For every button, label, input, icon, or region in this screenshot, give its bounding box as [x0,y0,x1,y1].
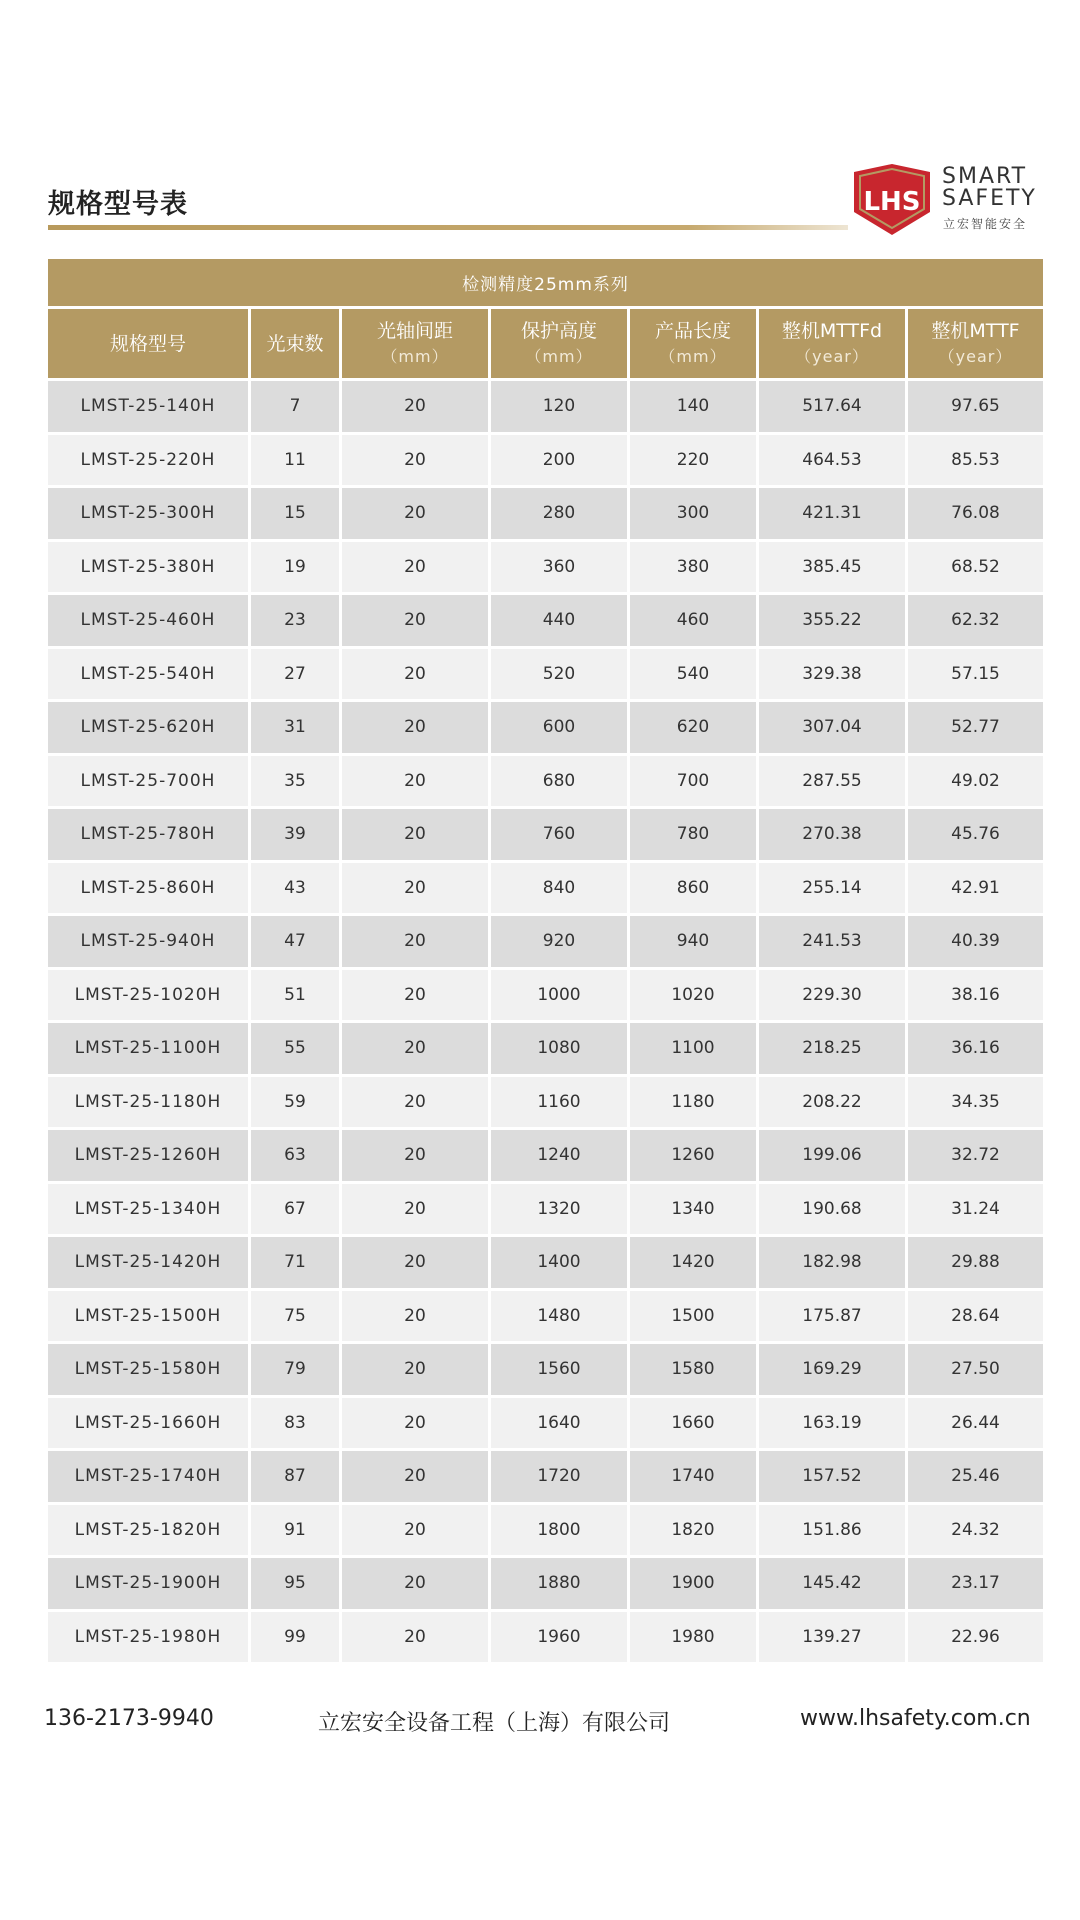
table-cell: 20 [342,542,488,593]
table-cell: 27 [251,649,339,700]
table-row [48,809,1043,860]
table-cell: 87 [251,1451,339,1502]
table-cell: 1800 [491,1505,627,1556]
table-cell: 20 [342,435,488,486]
table-cell: 20 [342,916,488,967]
table-cell: 23 [251,595,339,646]
table-cell: 20 [342,863,488,914]
column-header [491,309,627,378]
table-row [48,916,1043,967]
table-cell: 20 [342,1237,488,1288]
table-cell: 860 [630,863,756,914]
table-cell: LMST-25-1260H [48,1130,248,1181]
table-cell: 20 [342,970,488,1021]
table-cell: 20 [342,1291,488,1342]
table-cell: 91 [251,1505,339,1556]
table-cell: 1500 [630,1291,756,1342]
table-cell: 1880 [491,1558,627,1609]
table-cell: 34.35 [908,1077,1043,1128]
table-cell: 57.15 [908,649,1043,700]
table-cell: 780 [630,809,756,860]
table-cell: 20 [342,649,488,700]
table-cell: LMST-25-860H [48,863,248,914]
column-header-unit: （mm） [659,346,727,366]
table-cell: 517.64 [759,381,905,432]
table-cell: 20 [342,1451,488,1502]
column-header [251,309,339,378]
table-cell: 51 [251,970,339,1021]
table-cell: 63 [251,1130,339,1181]
table-row [48,1505,1043,1556]
table-cell: 700 [630,756,756,807]
footer-phone: 136-2173-9940 [44,1706,214,1731]
logo-smart-text: SMART [942,164,1028,189]
table-cell: LMST-25-620H [48,702,248,753]
table-cell: LMST-25-780H [48,809,248,860]
column-header-label: 整机MTTF [931,319,1020,342]
table-cell: 20 [342,1130,488,1181]
table-cell: 421.31 [759,488,905,539]
table-cell: 68.52 [908,542,1043,593]
table-cell: LMST-25-700H [48,756,248,807]
table-cell: 151.86 [759,1505,905,1556]
table-cell: 28.64 [908,1291,1043,1342]
title-divider [48,225,848,230]
table-cell: 1240 [491,1130,627,1181]
table-cell: 85.53 [908,435,1043,486]
table-row [48,1184,1043,1235]
table-row [48,1612,1043,1663]
table-row [48,1077,1043,1128]
table-cell: 1980 [630,1612,756,1663]
table-cell: 1480 [491,1291,627,1342]
column-header-label: 保护高度 [520,319,597,342]
table-cell: 26.44 [908,1398,1043,1449]
table-cell: 79 [251,1344,339,1395]
table-cell: 1740 [630,1451,756,1502]
table-cell: 199.06 [759,1130,905,1181]
table-cell: 20 [342,1023,488,1074]
table-row [48,1023,1043,1074]
table-cell: 520 [491,649,627,700]
table-row [48,1291,1043,1342]
table-cell: 280 [491,488,627,539]
table-cell: 31.24 [908,1184,1043,1235]
table-cell: 300 [630,488,756,539]
table-row [48,542,1043,593]
table-cell: 20 [342,1558,488,1609]
page-title: 规格型号表 [48,189,188,220]
table-cell: 1100 [630,1023,756,1074]
table-cell: 19 [251,542,339,593]
table-cell: LMST-25-1020H [48,970,248,1021]
table-cell: 25.46 [908,1451,1043,1502]
table-cell: LMST-25-1500H [48,1291,248,1342]
table-cell: LMST-25-1580H [48,1344,248,1395]
table-row [48,595,1043,646]
table-cell: 920 [491,916,627,967]
column-header [48,309,248,378]
table-cell: 120 [491,381,627,432]
column-header-label: 光束数 [266,332,324,355]
table-cell: 1180 [630,1077,756,1128]
footer-company: 立宏安全设备工程（上海）有限公司 [318,1711,671,1736]
table-cell: 200 [491,435,627,486]
column-header-label: 规格型号 [109,332,186,355]
table-cell: 20 [342,595,488,646]
table-cell: 385.45 [759,542,905,593]
logo-mark-text: LHS [863,187,921,217]
table-cell: 1400 [491,1237,627,1288]
spec-table-container [48,256,1040,1665]
table-cell: 1000 [491,970,627,1021]
table-row [48,863,1043,914]
table-cell: 20 [342,381,488,432]
table-cell: 49.02 [908,756,1043,807]
table-cell: 1080 [491,1023,627,1074]
table-cell: 1320 [491,1184,627,1235]
table-cell: 600 [491,702,627,753]
table-cell: 1420 [630,1237,756,1288]
column-header-unit: （mm） [525,346,593,366]
table-cell: LMST-25-220H [48,435,248,486]
table-cell: 45.76 [908,809,1043,860]
table-cell: 31 [251,702,339,753]
table-cell: 38.16 [908,970,1043,1021]
table-cell: 140 [630,381,756,432]
table-cell: 20 [342,1612,488,1663]
table-cell: 241.53 [759,916,905,967]
table-cell: 22.96 [908,1612,1043,1663]
table-cell: 360 [491,542,627,593]
table-cell: 97.65 [908,381,1043,432]
table-cell: LMST-25-1180H [48,1077,248,1128]
table-cell: 42.91 [908,863,1043,914]
table-row [48,970,1043,1021]
table-cell: 464.53 [759,435,905,486]
table-cell: 1900 [630,1558,756,1609]
table-row [48,1344,1043,1395]
column-header-unit: （mm） [381,346,449,366]
table-row [48,1237,1043,1288]
table-cell: 255.14 [759,863,905,914]
table-cell: 32.72 [908,1130,1043,1181]
table-cell: 47 [251,916,339,967]
series-title: 检测精度25mm系列 [48,259,1043,306]
table-cell: 20 [342,1184,488,1235]
table-cell: 190.68 [759,1184,905,1235]
table-cell: 270.38 [759,809,905,860]
table-cell: 35 [251,756,339,807]
table-cell: 1160 [491,1077,627,1128]
table-cell: 1960 [491,1612,627,1663]
table-cell: 760 [491,809,627,860]
table-cell: 1720 [491,1451,627,1502]
table-cell: 20 [342,1505,488,1556]
table-cell: 182.98 [759,1237,905,1288]
table-body [48,381,1043,1662]
table-cell: LMST-25-1420H [48,1237,248,1288]
table-cell: 1820 [630,1505,756,1556]
table-cell: 440 [491,595,627,646]
column-header [630,309,756,378]
table-cell: 75 [251,1291,339,1342]
table-cell: 139.27 [759,1612,905,1663]
table-cell: LMST-25-1900H [48,1558,248,1609]
table-cell: 380 [630,542,756,593]
table-cell: 287.55 [759,756,905,807]
table-cell: 24.32 [908,1505,1043,1556]
column-header-label: 整机MTTFd [781,319,883,342]
table-cell: 940 [630,916,756,967]
table-cell: 840 [491,863,627,914]
table-cell: 95 [251,1558,339,1609]
table-cell: 229.30 [759,970,905,1021]
table-cell: LMST-25-940H [48,916,248,967]
table-cell: 40.39 [908,916,1043,967]
table-row [48,1398,1043,1449]
table-row [48,381,1043,432]
header-row [48,309,1043,378]
table-cell: LMST-25-380H [48,542,248,593]
table-row [48,488,1043,539]
table-cell: 15 [251,488,339,539]
table-cell: 83 [251,1398,339,1449]
table-row [48,435,1043,486]
table-cell: LMST-25-140H [48,381,248,432]
table-cell: 145.42 [759,1558,905,1609]
table-cell: 307.04 [759,702,905,753]
table-cell: 208.22 [759,1077,905,1128]
table-row [48,702,1043,753]
table-cell: 39 [251,809,339,860]
table-cell: 76.08 [908,488,1043,539]
logo-chinese-text: 立宏智能安全 [943,217,1028,231]
table-cell: 71 [251,1237,339,1288]
table-row [48,756,1043,807]
table-cell: 157.52 [759,1451,905,1502]
table-cell: 1340 [630,1184,756,1235]
table-cell: 62.32 [908,595,1043,646]
table-cell: 169.29 [759,1344,905,1395]
lhs-shield-icon [850,162,934,237]
table-cell: 11 [251,435,339,486]
column-header-label: 产品长度 [654,319,731,342]
table-cell: LMST-25-460H [48,595,248,646]
table-cell: 20 [342,756,488,807]
table-cell: 27.50 [908,1344,1043,1395]
column-header [342,309,488,378]
column-header [908,309,1043,378]
table-cell: 1580 [630,1344,756,1395]
logo-safety-text: SAFETY [942,186,1037,211]
table-cell: 99 [251,1612,339,1663]
table-cell: 1260 [630,1130,756,1181]
table-cell: 680 [491,756,627,807]
table-cell: 20 [342,1398,488,1449]
table-cell: 59 [251,1077,339,1128]
table-cell: 20 [342,488,488,539]
table-cell: 20 [342,1344,488,1395]
table-cell: 1020 [630,970,756,1021]
brand-logo [850,162,1035,237]
footer-website[interactable]: www.lhsafety.com.cn [800,1706,1031,1731]
footer [0,1706,1080,1736]
table-cell: 163.19 [759,1398,905,1449]
table-cell: 329.38 [759,649,905,700]
table-cell: 67 [251,1184,339,1235]
table-cell: LMST-25-1820H [48,1505,248,1556]
table-row [48,649,1043,700]
table-cell: 23.17 [908,1558,1043,1609]
table-row [48,1130,1043,1181]
table-cell: LMST-25-1980H [48,1612,248,1663]
table-cell: 43 [251,863,339,914]
table-cell: LMST-25-1660H [48,1398,248,1449]
column-header-label: 光轴间距 [376,319,453,342]
column-header-unit: （year） [795,346,869,366]
table-cell: 7 [251,381,339,432]
table-row [48,1558,1043,1609]
table-cell: 36.16 [908,1023,1043,1074]
table-cell: 220 [630,435,756,486]
table-cell: 29.88 [908,1237,1043,1288]
table-cell: LMST-25-1740H [48,1451,248,1502]
table-cell: LMST-25-540H [48,649,248,700]
table-row [48,1451,1043,1502]
column-header-unit: （year） [938,346,1013,366]
table-cell: 460 [630,595,756,646]
table-cell: 55 [251,1023,339,1074]
table-cell: 20 [342,809,488,860]
table-cell: LMST-25-1340H [48,1184,248,1235]
column-header [759,309,905,378]
table-cell: 1660 [630,1398,756,1449]
table-cell: 175.87 [759,1291,905,1342]
table-cell: 52.77 [908,702,1043,753]
table-cell: 540 [630,649,756,700]
spec-table [45,256,1046,1665]
table-cell: LMST-25-1100H [48,1023,248,1074]
table-cell: 355.22 [759,595,905,646]
table-cell: 1560 [491,1344,627,1395]
table-cell: 20 [342,702,488,753]
table-cell: 1640 [491,1398,627,1449]
table-cell: 218.25 [759,1023,905,1074]
table-cell: 20 [342,1077,488,1128]
table-cell: LMST-25-300H [48,488,248,539]
table-cell: 620 [630,702,756,753]
